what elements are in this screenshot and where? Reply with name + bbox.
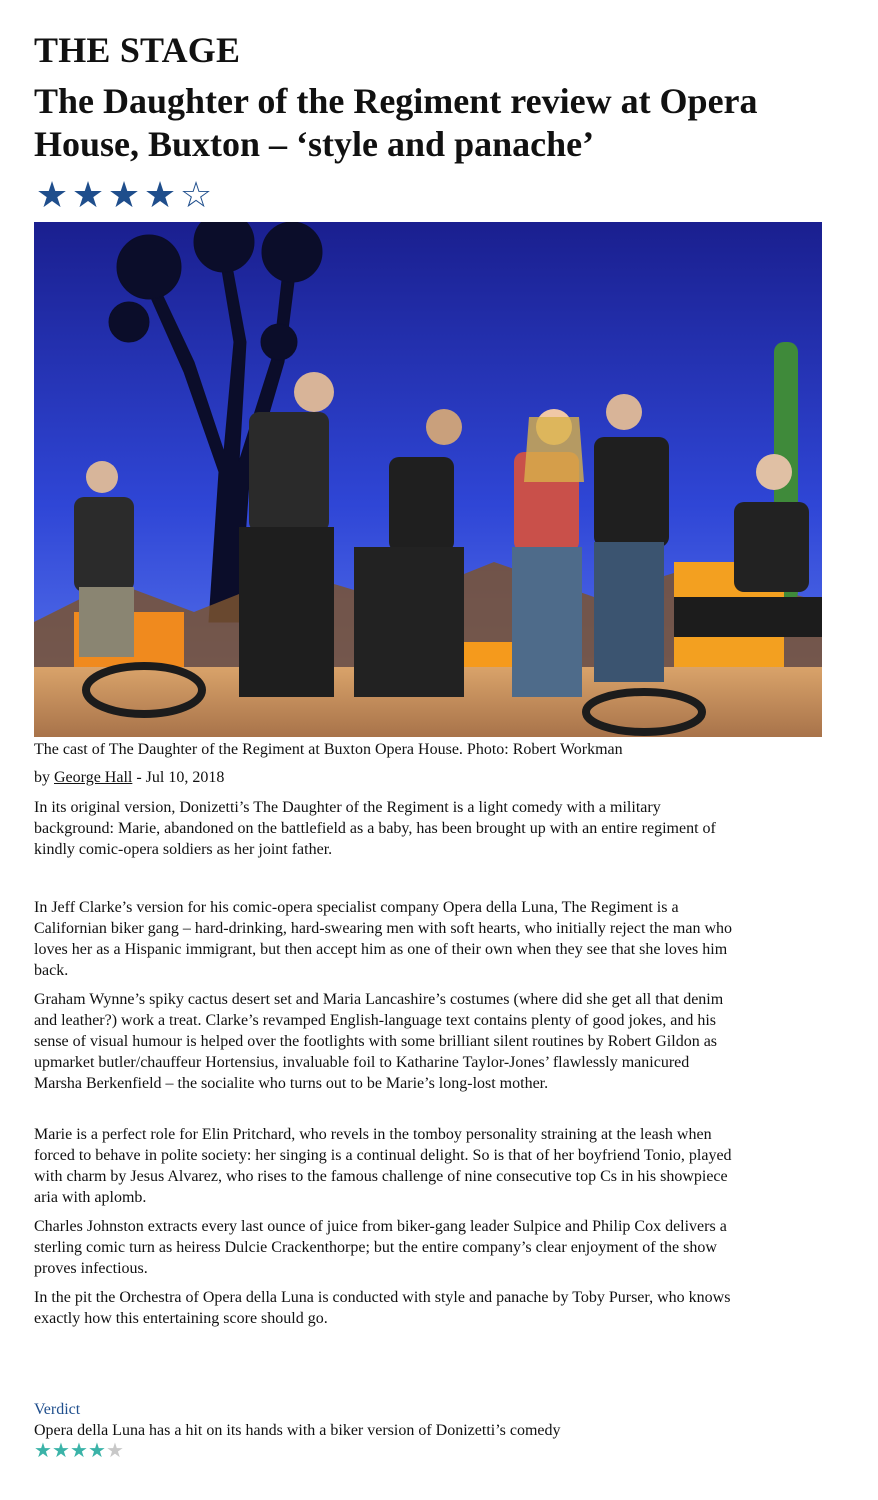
- star-icon: ★: [106, 1440, 124, 1462]
- verdict-stars: [34, 1440, 124, 1462]
- article-paragraph: In its original version, Donizetti’s The Daughter of the Regiment is a light comedy with a military background: Marie, abandoned on the battlefield as a baby, has been brought up with an entire regiment of kindly comic-opera soldiers as her joint father.: [34, 799, 716, 858]
- production-photo: [34, 222, 822, 737]
- verdict-label: Verdict: [34, 1401, 81, 1418]
- star-icon: ★: [35, 175, 69, 215]
- article-paragraph: Marie is a perfect role for Elin Pritchard, who revels in the tomboy personality straining at the leash when forced to behave in polite society: her singing is a continual delight. So is that of her boyfriend Tonio, played with charm by Jesus Alvarez, who rises to the famous challenge of nine consecutive top Cs in his showpiece aria with aplomb.: [34, 1126, 732, 1206]
- photo-caption: The cast of The Daughter of the Regiment at Buxton Opera House. Photo: Robert Workman: [34, 741, 623, 758]
- rating-stars: [34, 176, 214, 214]
- star-icon: ★: [52, 1440, 70, 1462]
- star-outline-icon: ☆: [179, 175, 213, 215]
- article-paragraph: In the pit the Orchestra of Opera della Luna is conducted with style and panache by Toby Purser, who knows exactly how this entertaining score should go.: [34, 1289, 731, 1327]
- star-icon: ★: [70, 1440, 88, 1462]
- star-icon: ★: [34, 1440, 52, 1462]
- byline-separator: -: [132, 769, 146, 786]
- star-icon: ★: [71, 175, 105, 215]
- star-icon: ★: [143, 175, 177, 215]
- verdict-text: Opera della Luna has a hit on its hands with a biker version of Donizetti’s comedy: [34, 1422, 561, 1439]
- article-paragraph: In Jeff Clarke’s version for his comic-opera specialist company Opera della Luna, The Regiment is a Californian biker gang – hard-drinking, hard-swearing men with soft hearts, who initially reject the man who loves her as a Hispanic immigrant, but then accept him as one of their own when they see that she loves him back.: [34, 899, 733, 979]
- publish-date: Jul 10, 2018: [145, 769, 225, 786]
- article-headline: The Daughter of the Regiment review at Opera House, Buxton – ‘style and panache’: [34, 81, 758, 164]
- byline: [34, 768, 834, 788]
- article-paragraph: Charles Johnston extracts every last ounce of juice from biker-gang leader Sulpice and Philip Cox delivers a sterling comic turn as heiress Dulcie Crackenthorpe; but the entire company’s clear enjoyment of the show proves infectious.: [34, 1218, 727, 1277]
- article-paragraph: Graham Wynne’s spiky cactus desert set and Maria Lancashire’s costumes (where did she get all that denim and leather?) work a treat. Clarke’s revamped English-language text contains plenty of good jokes, and his sense of visual humour is helped over the footlights with some brilliant silent routines by Robert Gildon as upmarket butler/chauffeur Hortensius, invaluable foil to Katharine Taylor-Jones’ flawlessly manicured Marsha Berkenfield – the socialite who turns out to be Marie’s long-lost mother.: [34, 991, 724, 1092]
- star-icon: ★: [107, 175, 141, 215]
- star-icon: ★: [88, 1440, 106, 1462]
- stage-photo-illustration: [34, 222, 822, 737]
- author-link[interactable]: George Hall: [54, 769, 133, 786]
- masthead: THE STAGE: [34, 30, 241, 70]
- byline-prefix: by: [34, 769, 54, 786]
